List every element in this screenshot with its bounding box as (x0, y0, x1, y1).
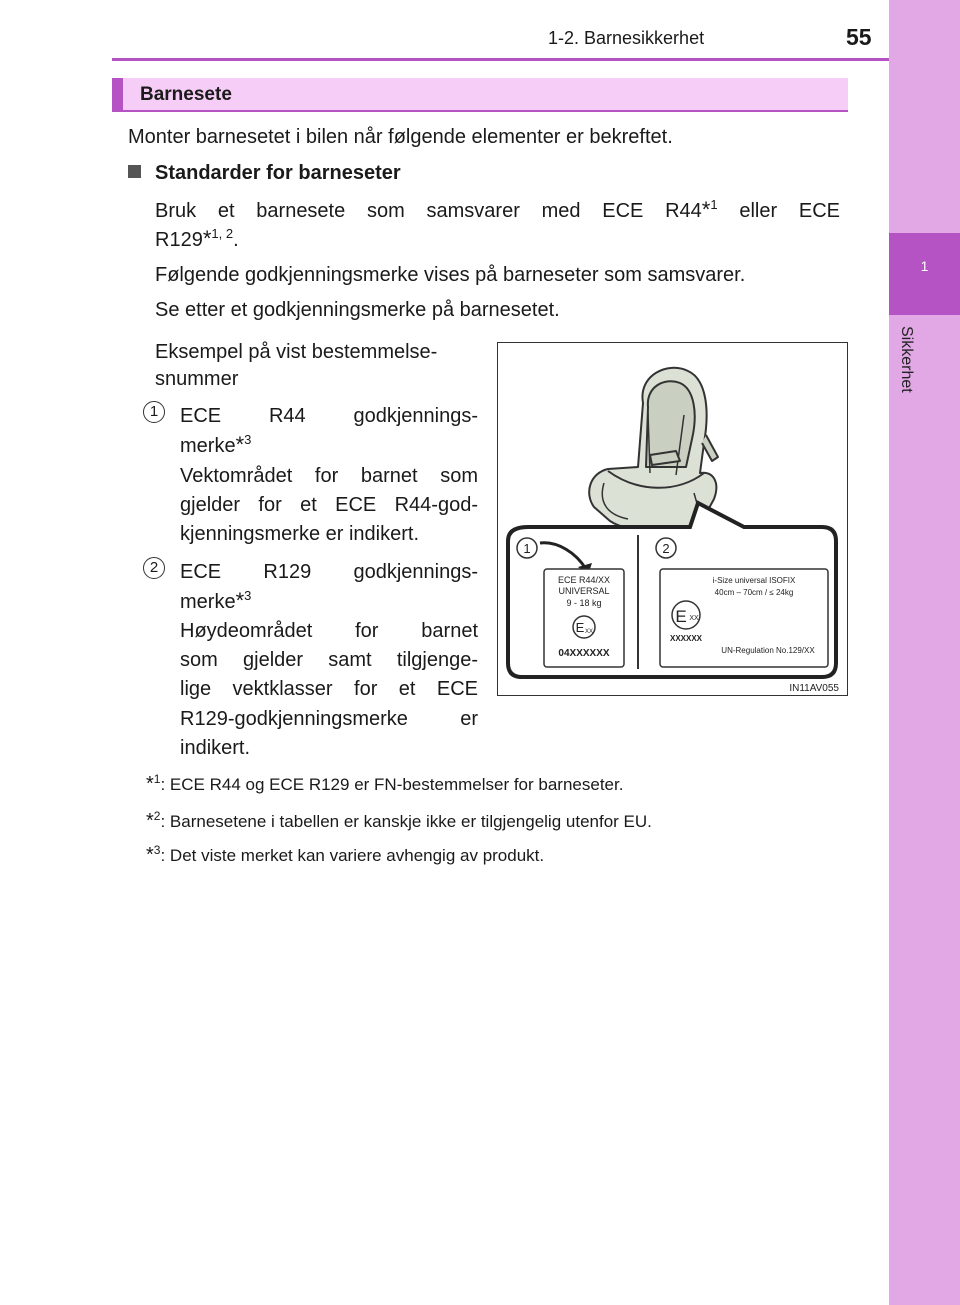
item1-desc-1: Vektområdet for barnet som (180, 465, 478, 487)
standards-para-2: Følgende godkjenningsmerke vises på barneseter som samsvarer. (155, 264, 746, 286)
standards-line1-end: eller ECE (717, 200, 840, 222)
footnote-ref: 1, 2 (211, 226, 234, 241)
asterisk-icon: * (202, 226, 212, 251)
header-section-title: 1-2. Barnesikkerhet (548, 28, 705, 48)
r44-line1: ECE R44/XX (557, 575, 611, 585)
header-rule (112, 58, 889, 61)
figure-label-2-text: 2 (662, 541, 670, 556)
standards-line1-text: Bruk et barnesete som samsvarer med ECE R44 (155, 200, 702, 222)
standards-line2-text: R129 (155, 229, 203, 251)
standards-line-1 (155, 197, 840, 224)
r44-line3: 9 - 18 kg (566, 598, 602, 608)
asterisk-icon: * (146, 773, 154, 795)
standards-para-3: Se etter et godkjenningsmerke på barnesetet. (155, 299, 560, 321)
item2-title-b (180, 588, 251, 615)
asterisk-icon: * (146, 844, 154, 866)
figure-label-1-text: 1 (523, 541, 531, 556)
standards-line2-end: . (233, 229, 239, 251)
figure-id: IN11AV055 (789, 683, 839, 694)
r129-approval-label (660, 569, 828, 667)
item1-title-a: ECE R44 godkjennings- (180, 405, 478, 427)
item2-desc-3: lige vektklasser for et ECE (180, 678, 478, 700)
item1-title-b (180, 432, 251, 459)
chapter-label: Sikkerhet (898, 326, 915, 393)
chapter-number: 1 (920, 258, 929, 274)
footnote-number: 2 (153, 809, 161, 823)
item1-desc-2: gjelder for et ECE R44-god- (180, 494, 478, 516)
section-title: Barnesete (140, 84, 232, 105)
square-bullet-icon (128, 165, 141, 178)
figure-label-2 (656, 538, 676, 558)
example-line-1: Eksempel på vist bestemmelse- (155, 341, 438, 363)
item2-desc-1: Høydeområdet for barnet (180, 620, 478, 642)
footnote-3 (146, 844, 544, 867)
footnote-text: : ECE R44 og ECE R129 er FN-bestemmelser for barneseter. (160, 775, 624, 794)
asterisk-icon: * (701, 197, 711, 222)
footnote-ref: 1 (710, 197, 718, 212)
example-line-2: snummer (155, 368, 239, 390)
r44-line2: UNIVERSAL (558, 586, 610, 596)
item-number-2: 2 (143, 557, 165, 579)
footnote-ref: 3 (244, 588, 252, 603)
r44-code: 04XXXXXX (558, 648, 610, 659)
footnote-1 (146, 773, 623, 796)
intro-text: Monter barnesetet i bilen når følgende elementer er bekreftet. (128, 126, 673, 148)
item1-title-b-text: merke (180, 435, 236, 457)
r44-mark-sub: XX (584, 629, 594, 635)
asterisk-icon: * (146, 810, 154, 832)
item-number-1: 1 (143, 401, 165, 423)
r129-mark-sub: XX (689, 615, 699, 622)
r129-reg: UN-Regulation No.129/XX (721, 646, 815, 655)
r129-line1: i-Size universal ISOFIX (712, 576, 796, 585)
item2-desc-5: indikert. (180, 737, 251, 759)
subheading-text: Standarder for barneseter (155, 162, 401, 184)
footnote-number: 3 (153, 843, 161, 857)
r129-line2: 40cm – 70cm / ≤ 24kg (714, 588, 794, 597)
page-number: 55 (846, 24, 872, 50)
asterisk-icon: * (235, 432, 245, 457)
item1-desc-3: kjenningsmerke er indikert. (180, 523, 419, 545)
footnote-number: 1 (153, 772, 161, 786)
footnote-ref: 3 (244, 432, 252, 447)
subheading (128, 160, 401, 186)
item2-title-a: ECE R129 godkjennings- (180, 561, 478, 583)
footnote-text: : Barnesetene i tabellen er kanskje ikke er tilgjengelig utenfor EU. (160, 812, 652, 831)
r129-mark: E (675, 607, 687, 626)
item2-desc-4: R129-godkjenningsmerke er (180, 708, 478, 730)
chapter-side-strip (889, 0, 960, 1305)
standards-line-2 (155, 226, 239, 253)
figure-label-1 (517, 538, 537, 558)
item2-title-b-text: merke (180, 591, 236, 613)
child-seat-figure (497, 342, 848, 696)
asterisk-icon: * (235, 588, 245, 613)
section-heading-bar (112, 78, 848, 112)
chapter-tab[interactable] (889, 233, 960, 315)
r44-mark: E (575, 620, 585, 635)
figure-illustration (498, 343, 849, 697)
r44-approval-label (544, 569, 624, 667)
footnote-2 (146, 810, 652, 833)
item2-desc-2: som gjelder samt tilgjenge- (180, 649, 478, 671)
r129-code: XXXXXX (669, 634, 703, 643)
footnote-text: : Det viste merket kan variere avhengig av produkt. (160, 846, 545, 865)
